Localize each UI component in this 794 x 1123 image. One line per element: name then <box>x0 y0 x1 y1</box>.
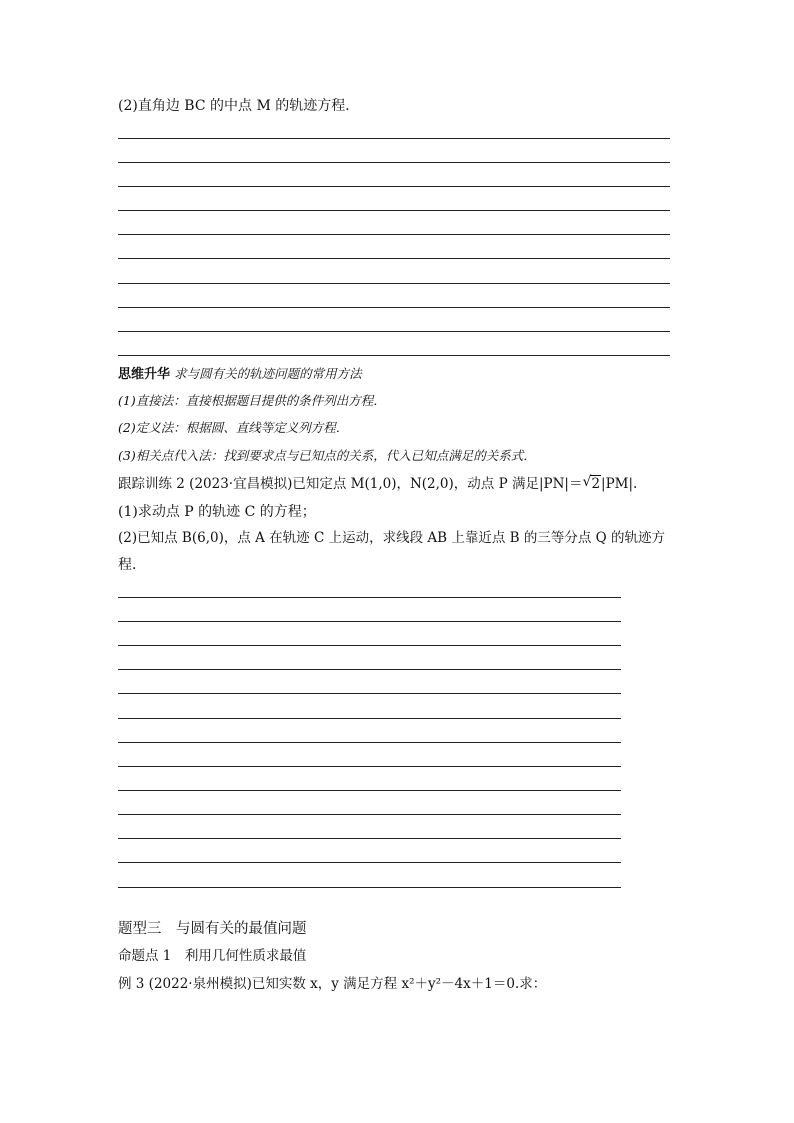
method-text: (2)定义法：根据圆、直线等定义列方程． <box>118 420 349 435</box>
sqrt-expression <box>582 474 601 494</box>
section-3-title <box>118 919 307 939</box>
training-part-2 <box>118 528 665 548</box>
answer-line <box>118 162 670 163</box>
section-subtitle: 命题点 1 利用几何性质求最值 <box>118 948 307 964</box>
answer-line <box>118 862 621 863</box>
answer-line <box>118 693 621 694</box>
section-3-subtitle <box>118 946 306 966</box>
training-tail: |PM|. <box>601 476 638 492</box>
answer-line <box>118 669 621 670</box>
radical-sign-icon: √ <box>582 474 592 490</box>
answer-line <box>118 838 621 839</box>
answer-line <box>118 138 670 139</box>
answer-line <box>118 718 621 719</box>
thinking-heading: 思维升华 <box>118 367 171 382</box>
answer-line <box>118 331 670 332</box>
thinking-method-3 <box>118 446 536 466</box>
answer-line <box>118 814 621 815</box>
thinking-method-1 <box>118 391 386 411</box>
answer-line <box>118 597 621 598</box>
thinking-topic: 求与圆有关的轨迹问题的常用方法 <box>174 366 362 381</box>
part-1-text: (1)求动点 P 的轨迹 C 的方程； <box>118 504 316 520</box>
question-2 <box>118 96 359 116</box>
example-text: 例 3 (2022·泉州模拟)已知实数 x，y 满足方程 x²＋y²－4x＋1＝0.求： <box>118 976 547 992</box>
training-lead: 跟踪训练 2 (2023·宜昌模拟)已知定点 M(1,0)，N(2,0)，动点 P 满足|PN|＝ <box>118 476 583 492</box>
method-text: (1)直接法：直接根据题目提供的条件列出方程． <box>118 393 386 408</box>
answer-line <box>118 258 670 259</box>
answer-line <box>118 234 670 235</box>
answer-line <box>118 742 621 743</box>
example-3 <box>118 974 546 994</box>
answer-line <box>118 186 670 187</box>
answer-line <box>118 307 670 308</box>
answer-line <box>118 621 621 622</box>
training-part-2-cont <box>118 555 146 575</box>
question-2-text: (2)直角边 BC 的中点 M 的轨迹方程． <box>118 98 360 114</box>
thinking-method-2 <box>118 418 348 438</box>
answer-line <box>118 283 670 284</box>
answer-line <box>118 790 621 791</box>
method-text: (3)相关点代入法：找到要求点与已知点的关系，代入已知点满足的关系式． <box>118 448 536 463</box>
answer-line <box>118 887 621 888</box>
sqrt-value: 2 <box>591 476 601 492</box>
part-2-text-cont: 程． <box>118 557 146 573</box>
answer-line <box>118 645 621 646</box>
part-2-text: (2)已知点 B(6,0)，点 A 在轨迹 C 上运动，求线段 AB 上靠近点 B 的三等分点 Q 的轨迹方 <box>118 530 665 546</box>
section-title: 题型三 与圆有关的最值问题 <box>118 921 307 937</box>
answer-line <box>118 210 670 211</box>
answer-line <box>118 766 621 767</box>
training-2-stem <box>118 474 637 494</box>
answer-line <box>118 355 670 356</box>
training-part-1 <box>118 502 316 522</box>
thinking-summary-heading <box>118 364 362 385</box>
